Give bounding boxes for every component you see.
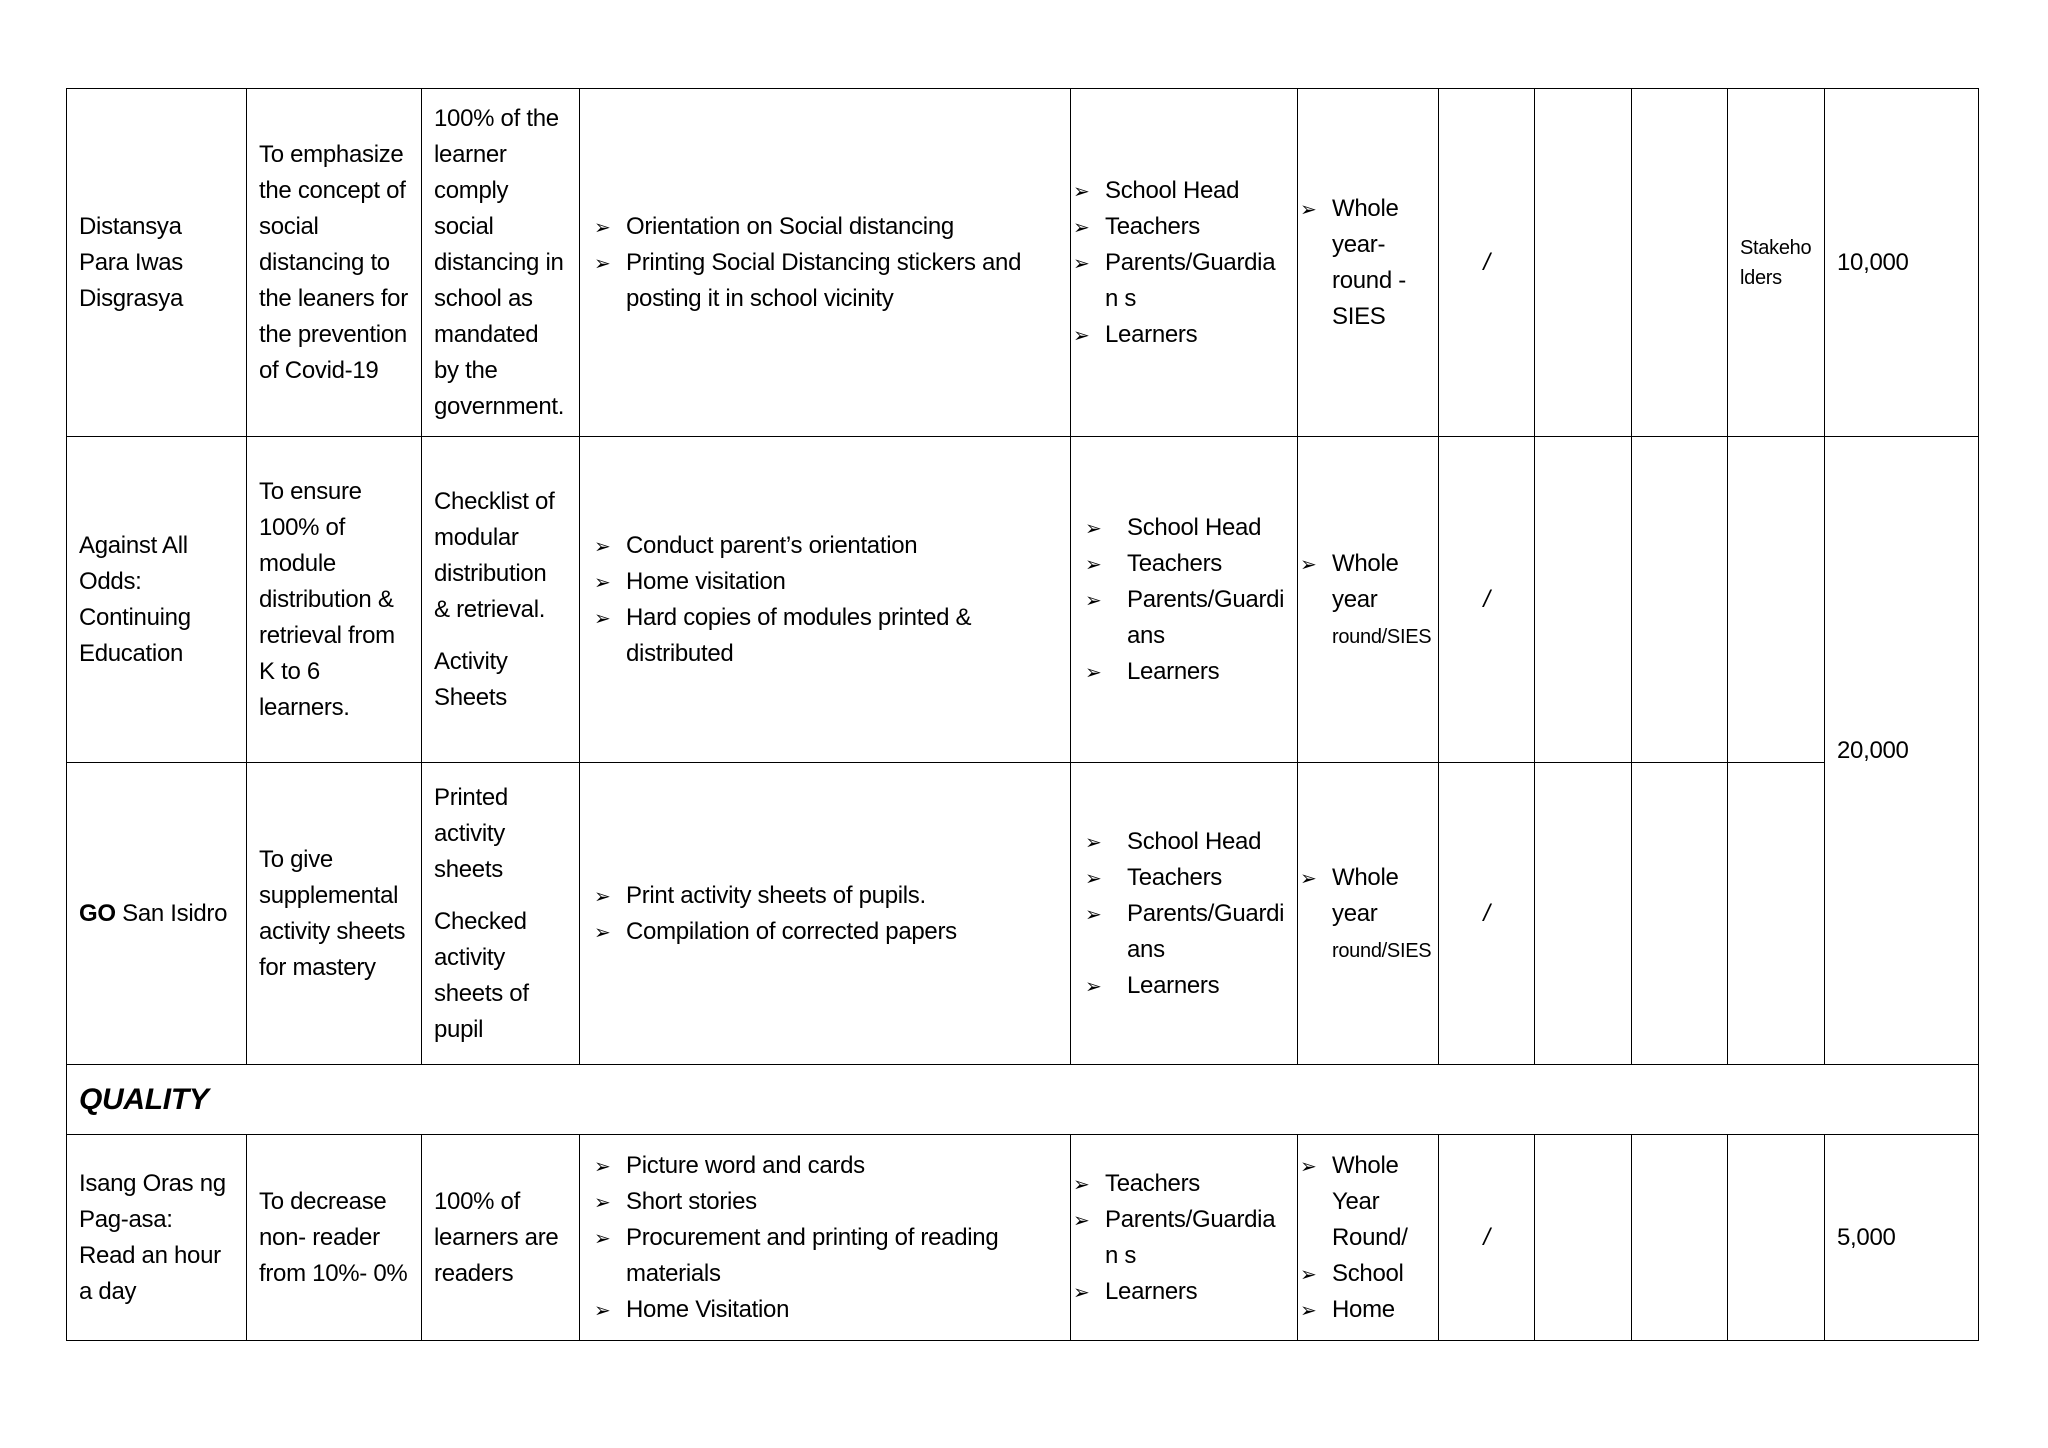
action-plan-table: [66, 88, 1979, 1341]
activities-cell: [580, 1135, 1071, 1341]
list-item: ➢ Parents/Guardian s: [1083, 1202, 1285, 1274]
list-item: ➢ Orientation on Social distancing: [592, 209, 1058, 245]
list-item: ➢ Home Visitation: [592, 1292, 1058, 1328]
objective-cell: To emphasize the concept of social distancing to the leaners for the prevention of Covid-19: [247, 89, 422, 437]
list-item: ➢ Parents/Guardi ans: [1083, 896, 1285, 968]
list-item: ➢ Home: [1310, 1292, 1434, 1328]
indicator-text: Checklist of modular distribution & retrieval.: [434, 487, 555, 623]
activities-cell: [580, 763, 1071, 1065]
timeframe-cell: [1298, 1135, 1439, 1341]
budget-cell: 5,000: [1825, 1135, 1979, 1341]
list-item: ➢ Parents/Guardian s: [1083, 245, 1285, 317]
empty-cell: [1535, 763, 1632, 1065]
table-row: [67, 89, 1979, 437]
list-item: ➢ Printing Social Distancing stickers and posting it in school vicinity: [592, 245, 1058, 317]
list-item: ➢ Home visitation: [592, 564, 1058, 600]
empty-cell: [1535, 1135, 1632, 1341]
empty-cell: [1728, 763, 1825, 1065]
list-item: ➢ Conduct parent’s orientation: [592, 528, 1058, 564]
indicator-text: Checked activity sheets of pupil: [434, 907, 529, 1043]
budget-cell: 20,000: [1825, 437, 1979, 1065]
list-item: ➢ Whole year-round -SIES: [1310, 191, 1434, 335]
project-title: Distansya Para Iwas Disgrasya: [67, 89, 247, 437]
list-item: ➢ Teachers: [1083, 209, 1285, 245]
check-mark: /: [1439, 1135, 1535, 1341]
activities-cell: [580, 89, 1071, 437]
list-item: ➢ Learners: [1083, 968, 1285, 1004]
fund-source-cell: Stakeho lders: [1728, 89, 1825, 437]
timeframe-cell: [1298, 763, 1439, 1065]
list-item: ➢ Compilation of corrected papers: [592, 914, 1058, 950]
check-mark: /: [1439, 763, 1535, 1065]
list-item: ➢ Procurement and printing of reading materials: [592, 1220, 1058, 1292]
indicator-cell: [422, 763, 580, 1065]
table-row: [67, 437, 1979, 763]
list-item: ➢ Teachers: [1083, 860, 1285, 896]
persons-involved-cell: [1071, 763, 1298, 1065]
list-item: ➢ Picture word and cards: [592, 1148, 1058, 1184]
list-item: ➢ Learners: [1083, 1274, 1285, 1310]
empty-cell: [1728, 1135, 1825, 1341]
list-item: ➢ Whole Year Round/: [1310, 1148, 1434, 1256]
objective-cell: To decrease non- reader from 10%- 0%: [247, 1135, 422, 1341]
section-heading: QUALITY: [67, 1065, 1979, 1135]
project-title: Against All Odds: Continuing Education: [67, 437, 247, 763]
timeframe-cell: [1298, 89, 1439, 437]
activities-cell: [580, 437, 1071, 763]
indicator-text: Activity Sheets: [434, 647, 508, 711]
empty-cell: [1535, 437, 1632, 763]
check-mark: /: [1439, 437, 1535, 763]
check-mark: /: [1439, 89, 1535, 437]
empty-cell: [1632, 1135, 1728, 1341]
project-title: Isang Oras ng Pag-asa: Read an hour a day: [67, 1135, 247, 1341]
section-row: [67, 1065, 1979, 1135]
table-row: [67, 763, 1979, 1065]
persons-involved-cell: [1071, 437, 1298, 763]
timeframe-cell: [1298, 437, 1439, 763]
list-item: ➢ School Head: [1083, 824, 1285, 860]
list-item: ➢ Hard copies of modules printed & distributed: [592, 600, 1058, 672]
empty-cell: [1535, 89, 1632, 437]
persons-involved-cell: [1071, 89, 1298, 437]
list-item: ➢ Teachers: [1083, 1166, 1285, 1202]
list-item: ➢ Short stories: [592, 1184, 1058, 1220]
objective-cell: To give supplemental activity sheets for mastery: [247, 763, 422, 1065]
project-title: GO San Isidro: [67, 763, 247, 1065]
objective-cell: To ensure 100% of module distribution & retrieval from K to 6 learners.: [247, 437, 422, 763]
list-item: ➢ Learners: [1083, 317, 1285, 353]
empty-cell: [1632, 763, 1728, 1065]
indicator-cell: [422, 437, 580, 763]
persons-involved-cell: [1071, 1135, 1298, 1341]
indicator-text: Printed activity sheets: [434, 783, 508, 883]
list-item: ➢ Print activity sheets of pupils.: [592, 878, 1058, 914]
list-item: ➢ School Head: [1083, 510, 1285, 546]
list-item: ➢ Teachers: [1083, 546, 1285, 582]
table-row: [67, 1135, 1979, 1341]
list-item: ➢ School: [1310, 1256, 1434, 1292]
list-item: ➢ Learners: [1083, 654, 1285, 690]
indicator-cell: 100% of the learner comply social distancing in school as mandated by the government.: [422, 89, 580, 437]
list-item: ➢ School Head: [1083, 173, 1285, 209]
budget-cell: 10,000: [1825, 89, 1979, 437]
empty-cell: [1632, 437, 1728, 763]
list-item: ➢ Whole year round/SIES: [1310, 546, 1434, 654]
list-item: ➢ Parents/Guardi ans: [1083, 582, 1285, 654]
empty-cell: [1632, 89, 1728, 437]
list-item: ➢ Whole year round/SIES: [1310, 860, 1434, 968]
empty-cell: [1728, 437, 1825, 763]
indicator-cell: 100% of learners are readers: [422, 1135, 580, 1341]
